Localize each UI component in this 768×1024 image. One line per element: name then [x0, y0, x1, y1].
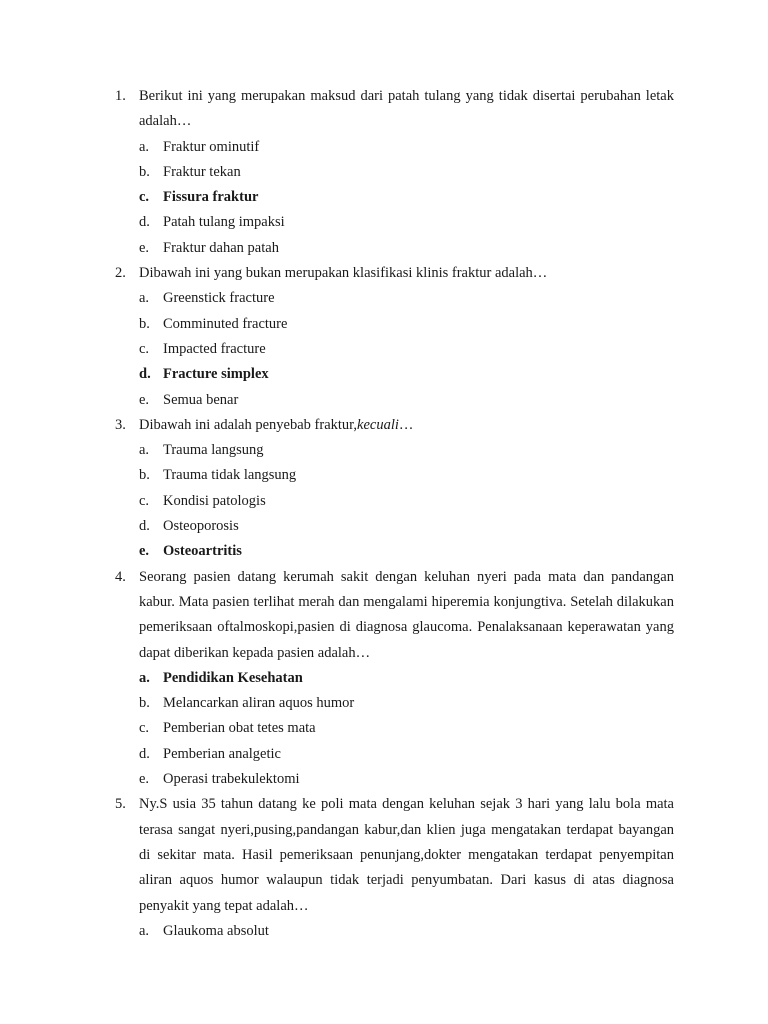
option-d: d. Patah tulang impaksi [139, 214, 285, 231]
question-3 [0, 413, 768, 565]
option-e-correct: e. Osteoartritis [139, 543, 242, 560]
option-a: a. Fraktur ominutif [139, 138, 260, 155]
question-text: Berikut ini yang merupakan maksud dari patah tulang yang tidak disertai perubahan letak adalah… [139, 88, 674, 130]
question-text: Dibawah ini adalah penyebab fraktur,kecuali… [139, 416, 414, 433]
question-text: Dibawah ini yang bukan merupakan klasifikasi klinis fraktur adalah… [139, 265, 548, 282]
option-d-correct: d. Fracture simplex [139, 366, 269, 383]
question-text: Ny.S usia 35 tahun datang ke poli mata dengan keluhan sejak 3 hari yang lalu bola mata terasa sangat nyeri,pusing,pandangan kabur,dan klien juga mengatakan terdapat bayangan di sekitar mata. Hasil pemeriksaan penunjang,dokter mengatakan terdapat penyempitan aliran aquos humor walaupun tidak terjadi penyumbatan. Dari kasus di atas diagnosa penyakit yang tepat adalah… [139, 796, 674, 914]
option-list [139, 286, 674, 412]
italic-emphasis: kecuali [357, 416, 399, 433]
option-b: b. Fraktur tekan [139, 163, 241, 180]
question-text: Seorang pasien datang kerumah sakit dengan keluhan nyeri pada mata dan pandangan kabur. Mata pasien terlihat merah dan mengalami hiperemia konjungtiva. Setelah dilakukan pemeriksaan oftalmoskopi,pasien di diagnosa glaucoma. Penalaksanaan keperawatan yang dapat diberikan kepada pasien adalah… [139, 568, 674, 661]
option-c: c. Impacted fracture [139, 340, 266, 357]
question-number: 4. [115, 568, 126, 585]
question-1 [0, 84, 768, 261]
option-a: a. Trauma langsung [139, 442, 264, 459]
question-5 [0, 792, 768, 944]
question-number: 3. [115, 416, 126, 433]
option-list [139, 135, 674, 261]
option-c: c. Kondisi patologis [139, 492, 266, 509]
option-e: e. Semua benar [139, 391, 239, 408]
question-number: 1. [115, 88, 126, 104]
option-list [139, 438, 674, 564]
option-d: d. Pemberian analgetic [139, 745, 281, 762]
option-a: a. Greenstick fracture [139, 290, 275, 307]
option-c: c. Pemberian obat tetes mata [139, 720, 316, 737]
question-4 [0, 565, 768, 793]
option-c-correct: c. Fissura fraktur [139, 189, 259, 206]
option-b: b. Trauma tidak langsung [139, 467, 297, 484]
document-page [0, 84, 768, 944]
option-a: a. Glaukoma absolut [139, 922, 269, 939]
option-list [139, 919, 674, 944]
option-e: e. Fraktur dahan patah [139, 239, 279, 256]
option-b: b. Comminuted fracture [139, 315, 288, 332]
question-number: 5. [115, 796, 126, 813]
option-b: b. Melancarkan aliran aquos humor [139, 695, 355, 712]
option-e: e. Operasi trabekulektomi [139, 771, 300, 788]
option-d: d. Osteoporosis [139, 518, 239, 535]
question-number: 2. [115, 265, 126, 282]
option-list [139, 666, 674, 792]
question-2 [0, 261, 768, 413]
option-a-correct: a. Pendidikan Kesehatan [139, 669, 303, 686]
